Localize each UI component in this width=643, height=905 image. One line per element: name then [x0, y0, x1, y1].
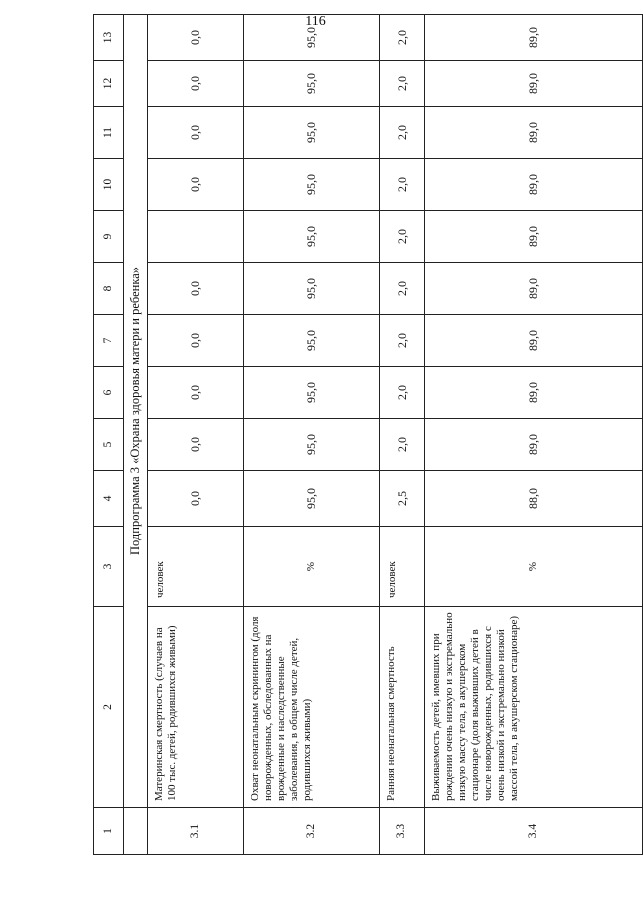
- value-cell: 95,0: [244, 315, 380, 367]
- value-cell: 95,0: [244, 367, 380, 419]
- column-number: 11: [94, 107, 124, 159]
- value-cell: 2,5: [380, 471, 425, 527]
- indicators-table: [93, 14, 643, 855]
- column-number: 9: [94, 211, 124, 263]
- column-number-row: [94, 15, 124, 855]
- table-row: [380, 15, 425, 855]
- column-number: 6: [94, 367, 124, 419]
- table-row: [244, 15, 380, 855]
- value-cell: 0,0: [148, 107, 244, 159]
- subprogram-title: Подпрограмма 3 «Охрана здоровья матери и ребенка»: [124, 15, 148, 808]
- value-cell: 95,0: [244, 159, 380, 211]
- value-cell: 2,0: [380, 367, 425, 419]
- value-cell: 89,0: [425, 263, 643, 315]
- unit-cell: %: [425, 527, 643, 607]
- unit-cell: %: [244, 527, 380, 607]
- column-number: 2: [94, 607, 124, 808]
- column-number: 13: [94, 15, 124, 61]
- column-number: 1: [94, 808, 124, 855]
- value-cell: 0,0: [148, 15, 244, 61]
- rotated-table-wrapper: [93, 27, 608, 855]
- column-number: 8: [94, 263, 124, 315]
- column-number: 10: [94, 159, 124, 211]
- value-cell: 95,0: [244, 211, 380, 263]
- value-cell: 95,0: [244, 61, 380, 107]
- value-cell: 2,0: [380, 107, 425, 159]
- value-cell: 2,0: [380, 159, 425, 211]
- indicator-name: Материнская смертность (случаев на 100 тыс. детей, родившихся живыми): [148, 607, 244, 808]
- value-cell: 89,0: [425, 315, 643, 367]
- row-number: 3.2: [244, 808, 380, 855]
- page-number: 116: [305, 14, 326, 29]
- value-cell: 2,0: [380, 419, 425, 471]
- row-number: 3.1: [148, 808, 244, 855]
- value-cell: 0,0: [148, 263, 244, 315]
- value-cell: 89,0: [425, 61, 643, 107]
- value-cell: 2,0: [380, 15, 425, 61]
- value-cell: 89,0: [425, 159, 643, 211]
- table-row: [425, 15, 643, 855]
- indicator-name: Ранняя неонатальная смертность: [380, 607, 425, 808]
- value-cell: 95,0: [244, 107, 380, 159]
- indicator-name: Охват неонатальным скринингом (доля новорожденных, обследованных на врожденные и наследственные заболевания, в общем числе детей, родившихся живыми): [244, 607, 380, 808]
- value-cell: 0,0: [148, 61, 244, 107]
- row-number: 3.3: [380, 808, 425, 855]
- subprogram-row: [124, 15, 148, 855]
- value-cell: 88,0: [425, 471, 643, 527]
- value-cell: 95,0: [244, 263, 380, 315]
- column-number: 12: [94, 61, 124, 107]
- column-number: 3: [94, 527, 124, 607]
- column-number: 7: [94, 315, 124, 367]
- value-cell: 2,0: [380, 211, 425, 263]
- value-cell: 95,0: [244, 471, 380, 527]
- value-cell: 0,0: [148, 159, 244, 211]
- indicator-name: Выживаемость детей, имевших при рождении очень низкую и экстремально низкую массу тела, в акушерском стационаре (доля выживших детей в числе новорожденных, родившихся с очень низкой и экстремально низкой массой тела, в акушерском стационаре): [425, 607, 643, 808]
- value-cell: 0,0: [148, 419, 244, 471]
- value-cell: 89,0: [425, 15, 643, 61]
- value-cell: 95,0: [244, 419, 380, 471]
- value-cell: 89,0: [425, 367, 643, 419]
- value-cell-empty: [148, 211, 244, 263]
- table-row: [148, 15, 244, 855]
- value-cell: 2,0: [380, 315, 425, 367]
- unit-cell: человек: [148, 527, 244, 607]
- value-cell: 89,0: [425, 211, 643, 263]
- value-cell: 0,0: [148, 315, 244, 367]
- column-number: 5: [94, 419, 124, 471]
- subprogram-empty-cell: [124, 808, 148, 855]
- value-cell: 2,0: [380, 61, 425, 107]
- column-number: 4: [94, 471, 124, 527]
- value-cell: 0,0: [148, 471, 244, 527]
- value-cell: 89,0: [425, 107, 643, 159]
- value-cell: 89,0: [425, 419, 643, 471]
- value-cell: 0,0: [148, 367, 244, 419]
- unit-cell: человек: [380, 527, 425, 607]
- value-cell: 95,0: [244, 15, 380, 61]
- value-cell: 2,0: [380, 263, 425, 315]
- table-frame: [93, 27, 608, 855]
- row-number: 3.4: [425, 808, 643, 855]
